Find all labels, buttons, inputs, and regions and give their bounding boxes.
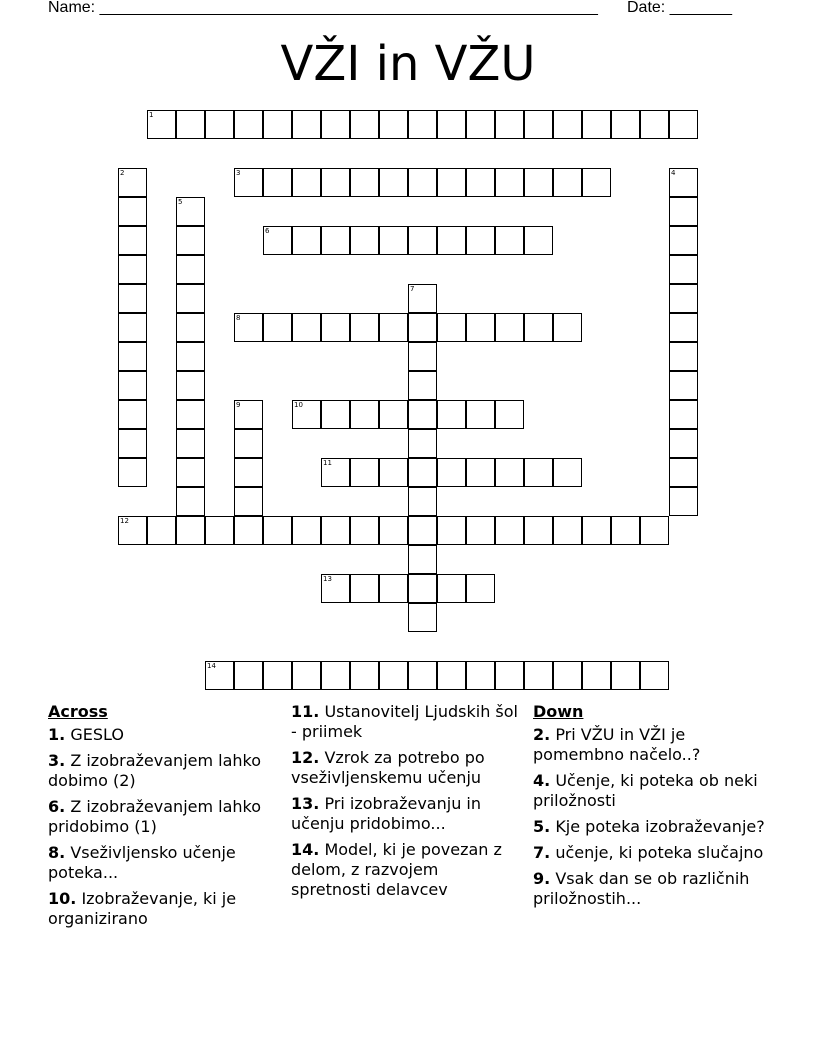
crossword-cell[interactable] [408,400,437,429]
clue-number-label: 2 [120,169,125,177]
crossword-cell[interactable] [350,574,379,603]
crossword-cell[interactable] [437,110,466,139]
clue-text: Model, ki je povezan z delom, z razvojem spretnosti delavcev [291,840,502,899]
clue-text: Ustanovitelj Ljudskih šol - priimek [291,702,518,741]
crossword-cell[interactable] [437,168,466,197]
clue-across-8 [48,843,280,883]
clue-across-1 [48,725,280,745]
clue-text: Učenje, ki poteka ob neki priložnosti [533,771,758,810]
crossword-cell[interactable] [408,487,437,516]
clue-text: Z izobraževanjem lahko dobimo (2) [48,751,262,790]
crossword-cell[interactable] [379,574,408,603]
crossword-cell[interactable] [408,313,437,342]
crossword-cell[interactable] [350,516,379,545]
crossword-cell[interactable] [408,371,437,400]
clue-number-label: 9 [236,401,241,409]
crossword-cell[interactable] [437,313,466,342]
crossword-cell[interactable] [669,255,698,284]
crossword-cell[interactable] [118,313,147,342]
clue-number: 9. [533,869,551,888]
crossword-cell[interactable] [466,516,495,545]
crossword-cell[interactable] [640,516,669,545]
crossword-cell[interactable] [553,313,582,342]
crossword-cell[interactable] [292,226,321,255]
crossword-cell[interactable] [292,168,321,197]
crossword-cell[interactable] [553,516,582,545]
crossword-cell[interactable] [234,516,263,545]
clue-number: 10. [48,889,77,908]
clue-number-label: 10 [294,401,303,409]
crossword-cell[interactable] [176,400,205,429]
crossword-cell[interactable] [408,342,437,371]
crossword-cell[interactable] [176,110,205,139]
crossword-cell[interactable] [118,197,147,226]
crossword-cell[interactable] [176,458,205,487]
crossword-cell[interactable] [321,226,350,255]
crossword-cell[interactable] [437,400,466,429]
crossword-cell[interactable] [553,110,582,139]
clue-across-11 [291,702,523,742]
clue-number-label: 1 [149,111,154,119]
crossword-cell[interactable] [205,110,234,139]
clue-number: 3. [48,751,66,770]
crossword-cell[interactable] [176,516,205,545]
crossword-cell[interactable] [379,458,408,487]
crossword-cell[interactable] [669,168,698,197]
crossword-cell[interactable] [350,400,379,429]
crossword-cell[interactable] [234,168,263,197]
crossword-cell[interactable] [524,168,553,197]
crossword-cell[interactable] [234,400,263,429]
clue-down-5 [533,817,765,837]
crossword-cell[interactable] [611,661,640,690]
crossword-cell[interactable] [408,226,437,255]
clue-text: Pri VŽU in VŽI je pomembno načelo..? [533,725,701,764]
clue-number: 1. [48,725,66,744]
crossword-cell[interactable] [466,226,495,255]
clue-number-label: 8 [236,314,241,322]
crossword-cell[interactable] [263,516,292,545]
clue-text: Z izobraževanjem lahko pridobimo (1) [48,797,262,836]
crossword-cell[interactable] [176,284,205,313]
crossword-cell[interactable] [495,661,524,690]
crossword-cell[interactable] [147,516,176,545]
clue-text: Pri izobraževanju in učenju pridobimo... [291,794,481,833]
crossword-cell[interactable] [321,574,350,603]
crossword-cell[interactable] [582,516,611,545]
crossword-cell[interactable] [524,226,553,255]
crossword-cell[interactable] [379,516,408,545]
clue-number-label: 7 [410,285,415,293]
crossword-cell[interactable] [321,168,350,197]
crossword-cell[interactable] [292,661,321,690]
crossword-cell[interactable] [118,458,147,487]
clue-number: 11. [291,702,320,721]
crossword-cell[interactable] [408,603,437,632]
clue-across-12 [291,748,523,788]
clue-number: 4. [533,771,551,790]
crossword-cell[interactable] [669,226,698,255]
crossword-cell[interactable] [466,168,495,197]
clue-text: Izobraževanje, ki je organizirano [48,889,237,928]
crossword-cell[interactable] [582,110,611,139]
crossword-cell[interactable] [176,342,205,371]
crossword-cell[interactable] [379,226,408,255]
clue-text: Kje poteka izobraževanje? [555,817,765,836]
crossword-cell[interactable] [118,516,147,545]
crossword-cell[interactable] [118,168,147,197]
clue-text: GESLO [70,725,124,744]
crossword-cell[interactable] [292,110,321,139]
clue-text: učenje, ki poteka slučajno [555,843,764,862]
crossword-cell[interactable] [350,458,379,487]
clue-number-label: 12 [120,517,129,525]
crossword-cell[interactable] [234,487,263,516]
clue-number: 2. [533,725,551,744]
crossword-cell[interactable] [466,110,495,139]
crossword-cell[interactable] [611,516,640,545]
clue-across-10 [48,889,280,929]
crossword-cell[interactable] [205,516,234,545]
crossword-cell[interactable] [408,429,437,458]
crossword-cell[interactable] [524,313,553,342]
crossword-cell[interactable] [379,110,408,139]
crossword-cell[interactable] [234,313,263,342]
crossword-cell[interactable] [524,458,553,487]
crossword-cell[interactable] [495,400,524,429]
crossword-cell[interactable] [495,226,524,255]
clue-text: Vzrok za potrebo po vseživljenskemu učenju [291,748,485,787]
crossword-cell[interactable] [466,400,495,429]
crossword-cell[interactable] [669,487,698,516]
crossword-cell[interactable] [611,110,640,139]
crossword-cell[interactable] [408,545,437,574]
clue-number: 7. [533,843,551,862]
crossword-cell[interactable] [263,226,292,255]
clue-number-label: 13 [323,575,332,583]
crossword-cell[interactable] [495,313,524,342]
crossword-cell[interactable] [118,429,147,458]
crossword-cell[interactable] [263,168,292,197]
crossword-cell[interactable] [379,168,408,197]
crossword-cell[interactable] [669,342,698,371]
crossword-cell[interactable] [321,313,350,342]
crossword-cell[interactable] [350,110,379,139]
crossword-cell[interactable] [350,226,379,255]
clue-down-2 [533,725,765,765]
crossword-cell[interactable] [553,168,582,197]
date-field-label: Date: _______ [627,0,732,16]
crossword-cell[interactable] [118,255,147,284]
crossword-cell[interactable] [408,458,437,487]
crossword-cell[interactable] [466,574,495,603]
crossword-cell[interactable] [205,661,234,690]
clue-text: Vsak dan se ob različnih priložnostih... [533,869,750,908]
clue-across-13 [291,794,523,834]
crossword-cell[interactable] [437,574,466,603]
name-field-label: Name: ________________________________________________________ [48,0,598,16]
crossword-cell[interactable] [640,661,669,690]
clue-down-9 [533,869,765,909]
crossword-cell[interactable] [495,168,524,197]
crossword-cell[interactable] [176,255,205,284]
clue-number: 6. [48,797,66,816]
crossword-cell[interactable] [176,197,205,226]
crossword-cell[interactable] [466,661,495,690]
crossword-cell[interactable] [379,661,408,690]
clue-across-6 [48,797,280,837]
crossword-cell[interactable] [234,110,263,139]
crossword-cell[interactable] [669,110,698,139]
crossword-cell[interactable] [176,429,205,458]
down-heading: Down [533,702,584,721]
crossword-cell[interactable] [321,110,350,139]
crossword-cell[interactable] [292,400,321,429]
crossword-cell[interactable] [582,661,611,690]
crossword-cell[interactable] [176,313,205,342]
crossword-cell[interactable] [524,516,553,545]
clue-across-14 [291,840,523,900]
crossword-cell[interactable] [321,458,350,487]
crossword-cell[interactable] [292,516,321,545]
crossword-cell[interactable] [234,661,263,690]
crossword-cell[interactable] [350,168,379,197]
crossword-cell[interactable] [118,400,147,429]
crossword-cell[interactable] [263,661,292,690]
clue-number-label: 14 [207,662,216,670]
clue-number: 12. [291,748,320,767]
clue-down-4 [533,771,765,811]
crossword-cell[interactable] [292,313,321,342]
crossword-cell[interactable] [118,371,147,400]
crossword-cell[interactable] [669,197,698,226]
crossword-cell[interactable] [437,661,466,690]
crossword-cell[interactable] [582,168,611,197]
clue-number: 8. [48,843,66,862]
clue-number: 5. [533,817,551,836]
crossword-cell[interactable] [118,342,147,371]
crossword-cell[interactable] [379,400,408,429]
crossword-cell[interactable] [408,574,437,603]
crossword-cell[interactable] [466,458,495,487]
crossword-cell[interactable] [350,661,379,690]
crossword-cell[interactable] [408,284,437,313]
crossword-cell[interactable] [495,110,524,139]
crossword-cell[interactable] [408,516,437,545]
crossword-cell[interactable] [118,284,147,313]
clue-down-7 [533,843,765,863]
crossword-cell[interactable] [524,661,553,690]
crossword-cell[interactable] [321,661,350,690]
crossword-cell[interactable] [321,400,350,429]
clue-number: 14. [291,840,320,859]
crossword-cell[interactable] [495,458,524,487]
crossword-cell[interactable] [350,313,379,342]
crossword-cell[interactable] [669,313,698,342]
across-clues-column-1 [48,700,280,935]
crossword-cell[interactable] [553,661,582,690]
crossword-cell[interactable] [669,458,698,487]
crossword-cell[interactable] [408,110,437,139]
clue-text: Vseživljensko učenje poteka... [48,843,236,882]
down-clues-column [533,700,765,915]
crossword-cell[interactable] [437,516,466,545]
crossword-cell[interactable] [147,110,176,139]
clue-number-label: 6 [265,227,270,235]
crossword-cell[interactable] [669,400,698,429]
page-title: VŽI in VŽU [280,36,536,92]
crossword-cell[interactable] [234,458,263,487]
crossword-cell[interactable] [321,516,350,545]
crossword-cell[interactable] [669,284,698,313]
across-heading: Across [48,702,108,721]
crossword-cell[interactable] [176,226,205,255]
crossword-cell[interactable] [524,110,553,139]
crossword-cell[interactable] [437,458,466,487]
crossword-cell[interactable] [669,371,698,400]
clue-number-label: 4 [671,169,676,177]
clue-across-3 [48,751,280,791]
crossword-cell[interactable] [553,458,582,487]
crossword-cell[interactable] [263,110,292,139]
crossword-cell[interactable] [234,429,263,458]
crossword-cell[interactable] [495,516,524,545]
clue-number-label: 11 [323,459,332,467]
clue-number-label: 3 [236,169,241,177]
crossword-cell[interactable] [176,371,205,400]
crossword-cell[interactable] [379,313,408,342]
crossword-cell[interactable] [669,429,698,458]
across-clues-column-2 [291,700,523,906]
crossword-cell[interactable] [408,661,437,690]
clue-number-label: 5 [178,198,183,206]
crossword-cell[interactable] [640,110,669,139]
clue-number: 13. [291,794,320,813]
crossword-cell[interactable] [118,226,147,255]
crossword-cell[interactable] [263,313,292,342]
crossword-cell[interactable] [176,487,205,516]
crossword-cell[interactable] [408,168,437,197]
crossword-cell[interactable] [437,226,466,255]
crossword-cell[interactable] [466,313,495,342]
